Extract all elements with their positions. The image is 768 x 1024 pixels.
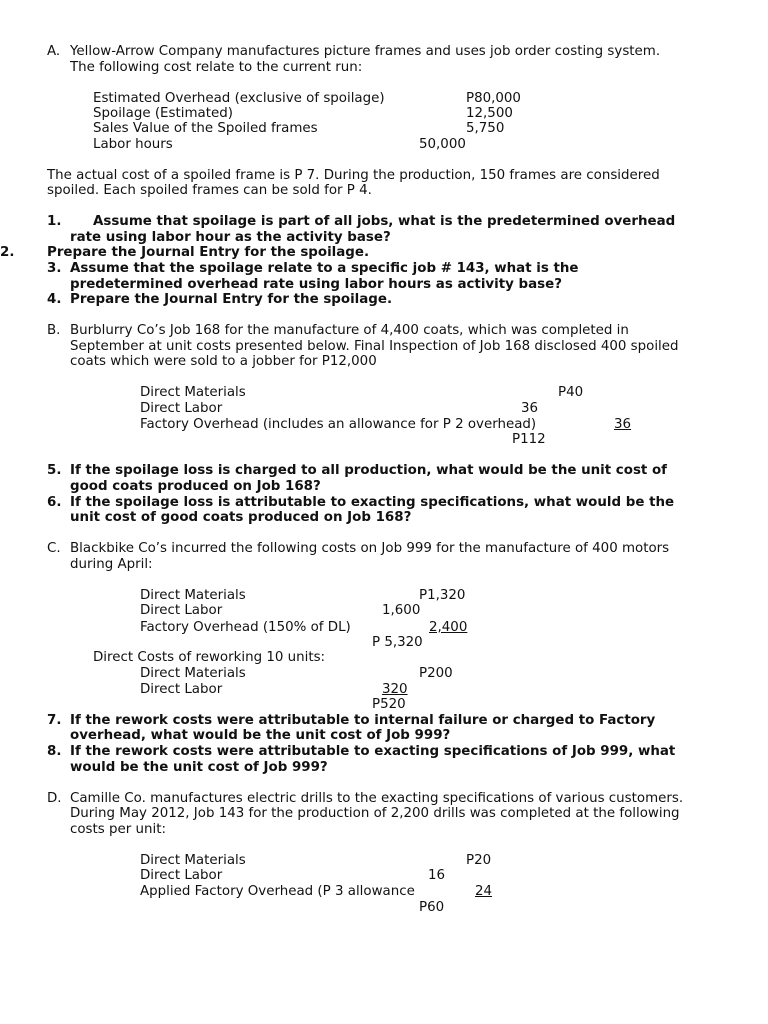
question-text: If the spoilage loss is charged to all production, what would be the unit cost of xyxy=(70,463,668,478)
question-number: 3. xyxy=(47,261,62,276)
question-number: 4. xyxy=(47,292,62,307)
cost-label: Direct Materials xyxy=(140,666,246,681)
question-text: overhead, what would be the unit cost of Job 999? xyxy=(70,728,451,743)
cost-value: 36 xyxy=(521,401,539,416)
cost-label: Spoilage (Estimated) xyxy=(93,106,233,121)
question-number: 6. xyxy=(47,495,62,510)
cost-label: Direct Labor xyxy=(140,401,223,416)
section-d-intro-line-2: During May 2012, Job 143 for the production of 2,200 drills was completed at the following xyxy=(70,806,680,821)
cost-label: Estimated Overhead (exclusive of spoilage) xyxy=(93,91,385,106)
cost-label: Factory Overhead (150% of DL) xyxy=(140,620,351,635)
question-number: 7. xyxy=(47,713,62,728)
cost-value: 2,400 xyxy=(429,620,468,635)
section-b-marker: B. xyxy=(47,323,61,338)
cost-value: P20 xyxy=(466,853,492,868)
cost-value: 24 xyxy=(475,884,493,899)
cost-label: Direct Labor xyxy=(140,868,223,883)
section-a-marker: A. xyxy=(47,44,61,59)
cost-value: 36 xyxy=(614,417,632,432)
cost-label: Direct Labor xyxy=(140,603,223,618)
cost-value: 1,600 xyxy=(382,603,421,618)
question-text: Prepare the Journal Entry for the spoilage. xyxy=(47,245,370,260)
section-a-intro-line-2: The following cost relate to the current run: xyxy=(70,60,363,75)
cost-value: P1,320 xyxy=(419,588,466,603)
question-text: Assume that spoilage is part of all jobs, what is the predetermined overhead xyxy=(93,214,676,229)
section-d-marker: D. xyxy=(47,791,62,806)
question-number: 1. xyxy=(47,214,62,229)
cost-label: Direct Materials xyxy=(140,588,246,603)
question-text: unit cost of good coats produced on Job 168? xyxy=(70,510,412,525)
section-b-intro-line-3: coats which were sold to a jobber for P12,000 xyxy=(70,354,377,369)
cost-label: Applied Factory Overhead (P 3 allowance xyxy=(140,884,415,899)
section-c-intro-line-2: during April: xyxy=(70,557,153,572)
section-a-intro-line-1: Yellow-Arrow Company manufactures picture frames and uses job order costing system. xyxy=(70,44,661,59)
question-text: If the rework costs were attributable to internal failure or charged to Factory xyxy=(70,713,656,728)
cost-label: Direct Materials xyxy=(140,385,246,400)
cost-label: Sales Value of the Spoiled frames xyxy=(93,121,318,136)
cost-label: Labor hours xyxy=(93,137,173,152)
section-b-intro-line-2: September at unit costs presented below. Final Inspection of Job 168 disclosed 400 spoiled xyxy=(70,339,679,354)
question-number: 8. xyxy=(47,744,62,759)
cost-label: Direct Materials xyxy=(140,853,246,868)
cost-total: P520 xyxy=(372,697,406,712)
question-text: good coats produced on Job 168? xyxy=(70,479,321,494)
cost-value: 50,000 xyxy=(419,137,466,152)
cost-label: Direct Labor xyxy=(140,682,223,697)
section-d-intro-line-1: Camille Co. manufactures electric drills to the exacting specifications of various customers. xyxy=(70,791,684,806)
section-c-intro-line-1: Blackbike Co’s incurred the following costs on Job 999 for the manufacture of 400 motors xyxy=(70,541,670,556)
section-a-note-line-2: spoiled. Each spoiled frames can be sold for P 4. xyxy=(47,183,372,198)
cost-total: P112 xyxy=(512,432,546,447)
question-text: Assume that the spoilage relate to a specific job # 143, what is the xyxy=(70,261,579,276)
cost-value: 12,500 xyxy=(466,106,513,121)
question-text: If the rework costs were attributable to exacting specifications of Job 999, what xyxy=(70,744,676,759)
cost-value: P40 xyxy=(558,385,584,400)
cost-value: P200 xyxy=(419,666,453,681)
question-number: 5. xyxy=(47,463,62,478)
question-text: predetermined overhead rate using labor hours as activity base? xyxy=(70,277,562,292)
cost-value: 16 xyxy=(428,868,446,883)
cost-total: P 5,320 xyxy=(372,635,423,650)
question-text: Prepare the Journal Entry for the spoilage. xyxy=(70,292,393,307)
cost-value: 5,750 xyxy=(466,121,505,136)
section-b-intro-line-1: Burblurry Co’s Job 168 for the manufacture of 4,400 coats, which was completed in xyxy=(70,323,629,338)
section-d-intro-line-3: costs per unit: xyxy=(70,822,166,837)
cost-label: Factory Overhead (includes an allowance for P 2 overhead) xyxy=(140,417,537,432)
section-c-marker: C. xyxy=(47,541,61,556)
cost-value: 320 xyxy=(382,682,408,697)
section-a-note-line-1: The actual cost of a spoiled frame is P 7. During the production, 150 frames are considered xyxy=(47,168,660,183)
cost-total: P60 xyxy=(419,900,445,915)
rework-heading: Direct Costs of reworking 10 units: xyxy=(93,650,326,665)
question-text: If the spoilage loss is attributable to exacting specifications, what would be the xyxy=(70,495,675,510)
question-number: 2. xyxy=(0,245,15,260)
question-text: rate using labor hour as the activity base? xyxy=(70,230,391,245)
cost-value: P80,000 xyxy=(466,91,521,106)
question-text: would be the unit cost of Job 999? xyxy=(70,760,328,775)
